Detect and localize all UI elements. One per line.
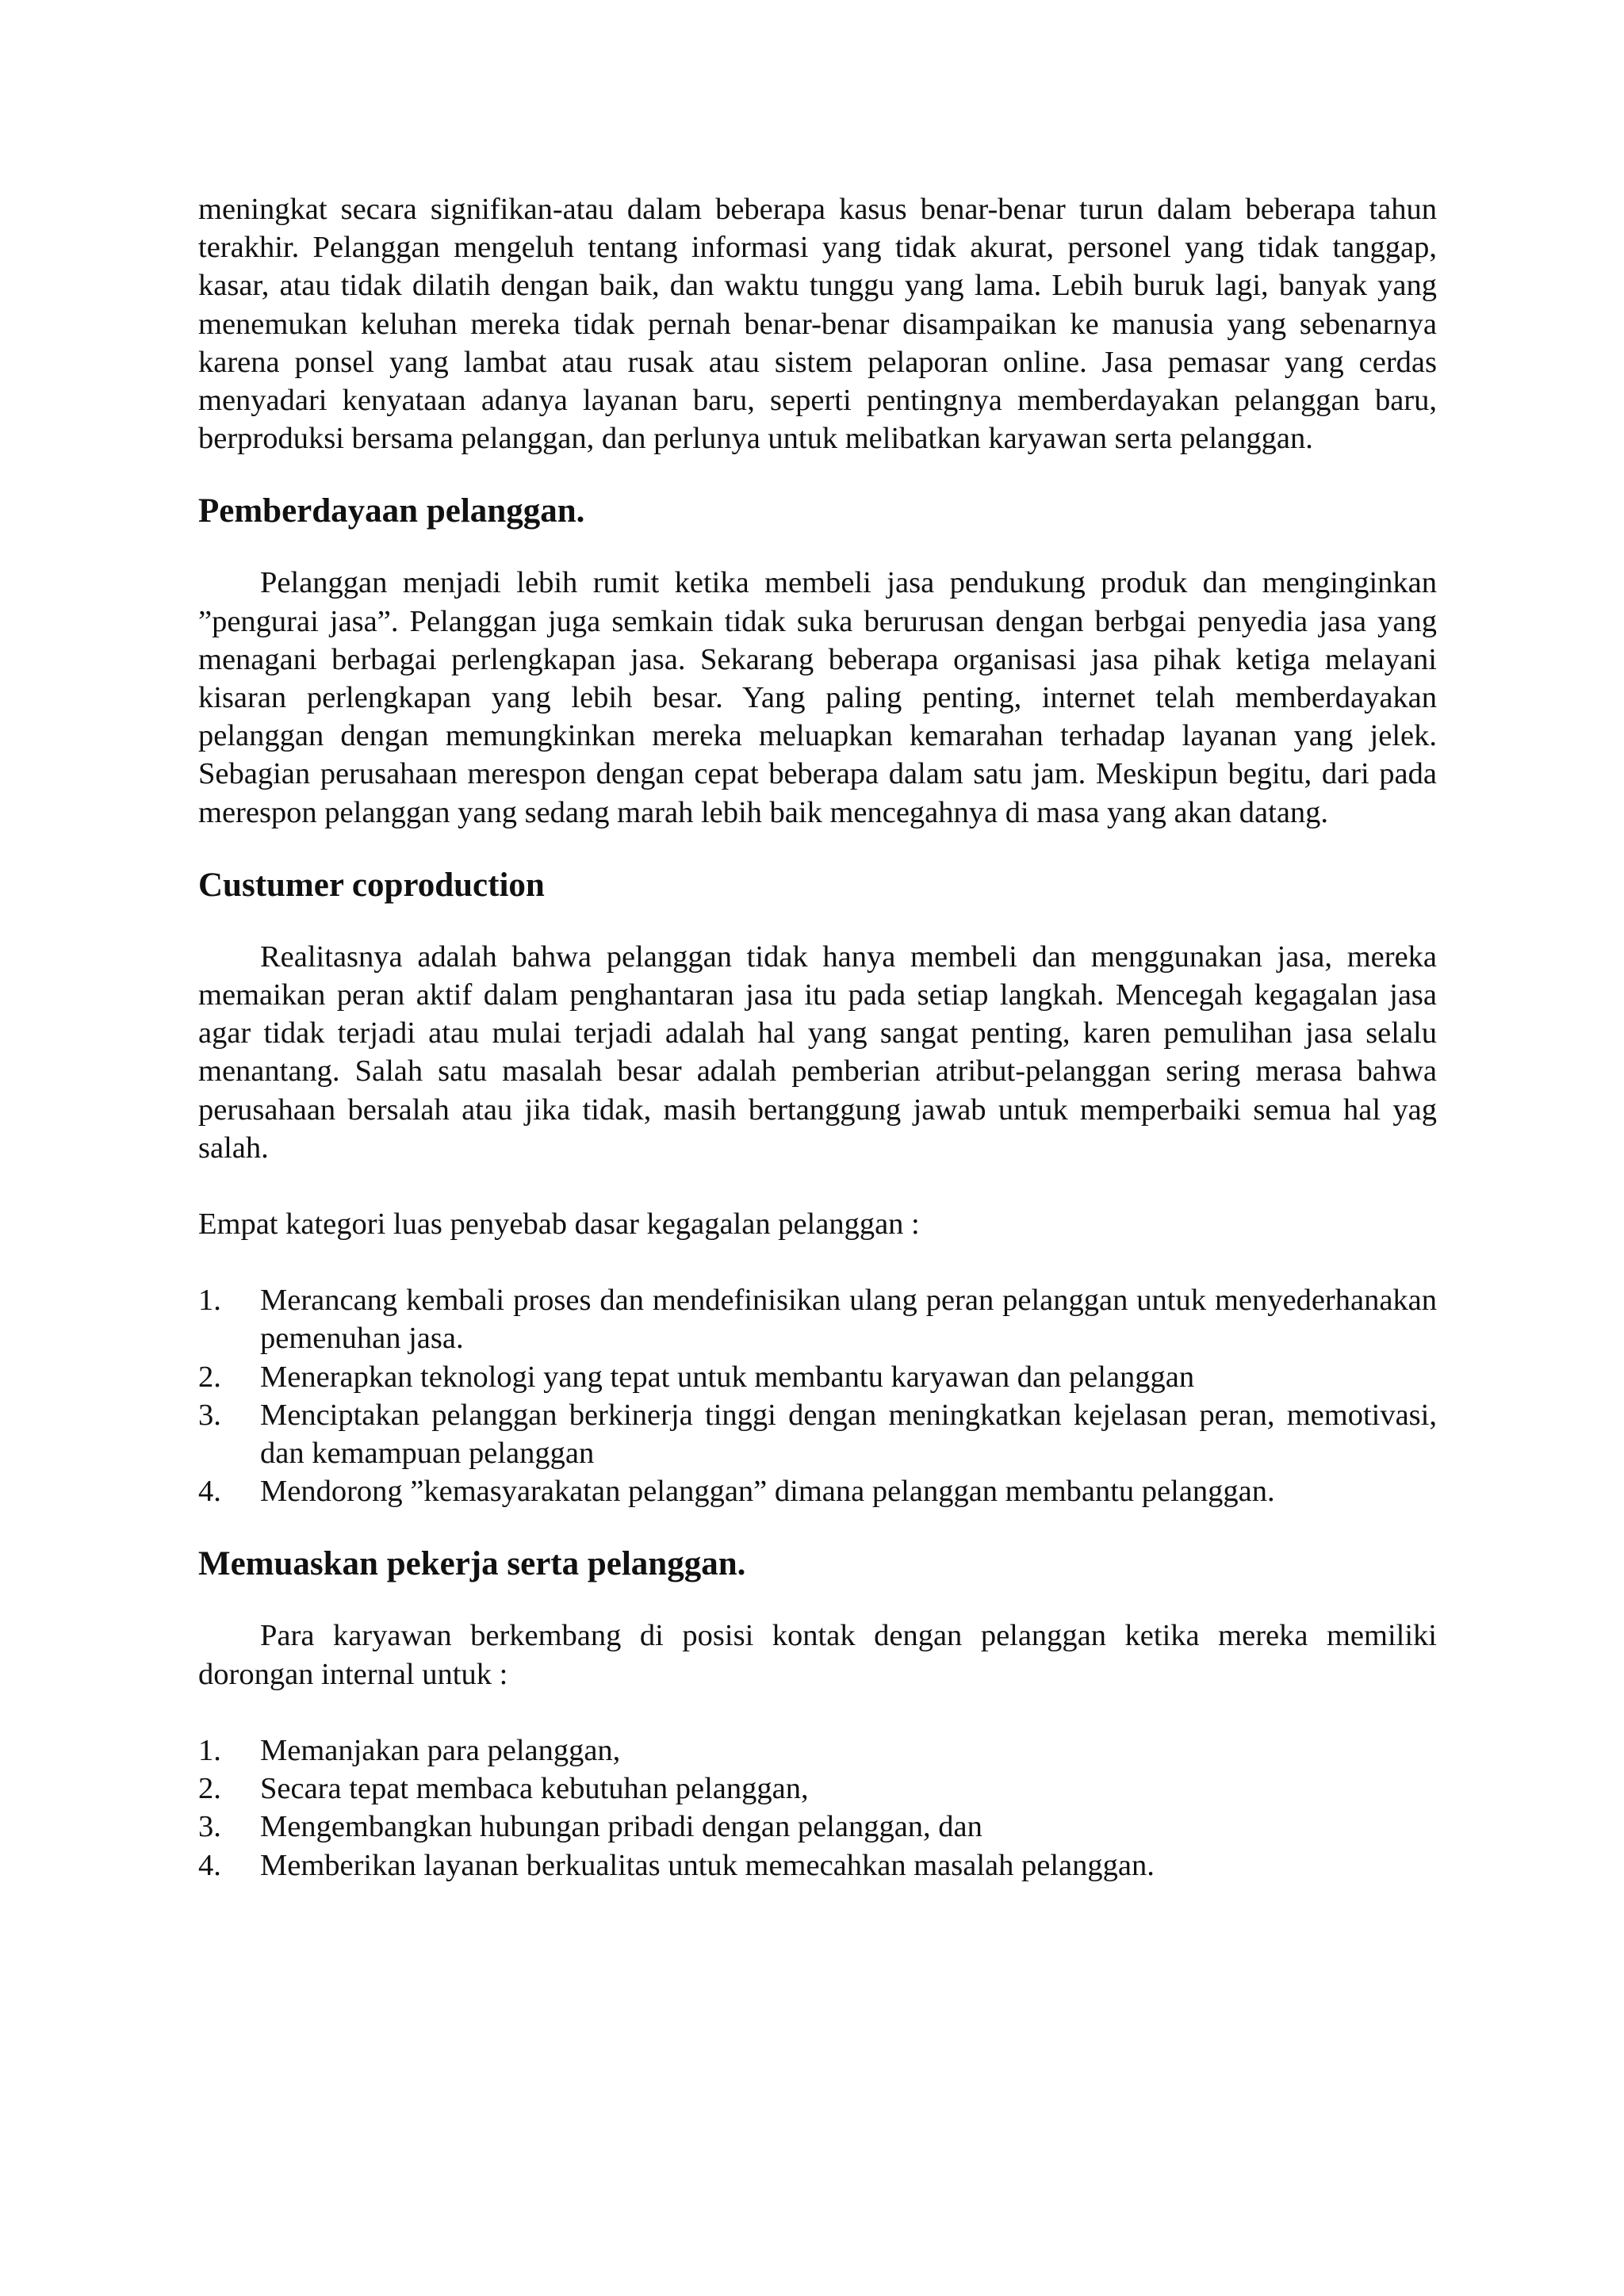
section-heading-coproduction: Custumer coproduction: [198, 866, 545, 904]
list-item: [198, 1358, 1437, 1396]
section-paragraph-pemberdayaan: Pelanggan menjadi lebih rumit ketika membeli jasa pendukung produk dan menginginkan ”pengurai jasa”. Pelanggan juga semkain tidak suka berurusan dengan berbgai penyedia jasa yang menagani berbagai perlengkapan jasa. Sekarang beberapa organisasi jasa pihak ketiga melayani kisaran perlengkapan yang lebih besar. Yang paling penting, internet telah memberdayakan pelanggan dengan memungkinkan mereka meluapkan kemarahan terhadap layanan yang jelek. Sebagian perusahaan merespon dengan cepat beberapa dalam satu jam. Meskipun begitu, dari pada merespon pelanggan yang sedang marah lebih baik mencegahnya di masa yang akan datang.: [198, 566, 1437, 829]
list-item: [198, 1472, 1437, 1510]
list-item: [198, 1281, 1437, 1357]
list-item-number: 4.: [198, 1475, 221, 1509]
section-heading-memuaskan: Memuaskan pekerja serta pelanggan.: [198, 1545, 746, 1583]
list-item-text: Memanjakan para pelanggan,: [260, 1733, 621, 1767]
list-item-text: Memberikan layanan berkualitas untuk memecahkan masalah pelanggan.: [260, 1848, 1155, 1882]
list-item-number: 1.: [198, 1284, 221, 1318]
list-item-number: 2.: [198, 1772, 221, 1806]
list-item-number: 2.: [198, 1360, 221, 1394]
section-heading-pemberdayaan: Pemberdayaan pelanggan.: [198, 492, 585, 530]
list-intro-text: Empat kategori luas penyebab dasar kegagalan pelanggan :: [198, 1207, 920, 1242]
section-paragraph-memuaskan: Para karyawan berkembang di posisi kontak dengan pelanggan ketika mereka memiliki dorongan internal untuk :: [198, 1619, 1437, 1691]
document-page: [198, 190, 1437, 1885]
list-item-text: Mendorong ”kemasyarakatan pelanggan” dimana pelanggan membantu pelanggan.: [260, 1475, 1275, 1509]
list-item: [198, 1846, 1437, 1885]
list-item: [198, 1732, 1437, 1770]
list-item-number: 1.: [198, 1733, 221, 1767]
list-item: [198, 1770, 1437, 1808]
list-item-text: Mengembangkan hubungan pribadi dengan pelanggan, dan: [260, 1810, 982, 1844]
list-item-number: 3.: [198, 1398, 221, 1432]
list-item-number: 4.: [198, 1848, 221, 1882]
employee-drives-list: [198, 1732, 1437, 1885]
failure-categories-list: [198, 1281, 1437, 1510]
list-item-text: Secara tepat membaca kebutuhan pelanggan,: [260, 1772, 809, 1806]
list-item: [198, 1396, 1437, 1472]
section-paragraph-coproduction: Realitasnya adalah bahwa pelanggan tidak hanya membeli dan menggunakan jasa, mereka memaikan peran aktif dalam penghantaran jasa itu pada setiap langkah. Mencegah kegagalan jasa agar tidak terjadi atau mulai terjadi adalah hal yang sangat penting, karen pemulihan jasa selalu menantang. Salah satu masalah besar adalah pemberian atribut-pelanggan sering merasa bahwa perusahaan bersalah atau jika tidak, masih bertanggung jawab untuk memperbaiki semua hal yag salah.: [198, 939, 1437, 1165]
list-item-text: Menerapkan teknologi yang tepat untuk membantu karyawan dan pelanggan: [260, 1360, 1195, 1394]
intro-paragraph: meningkat secara signifikan-atau dalam beberapa kasus benar-benar turun dalam beberapa tahun terakhir. Pelanggan mengeluh tentang informasi yang tidak akurat, personel yang tidak tanggap, kasar, atau tidak dilatih dengan baik, dan waktu tunggu yang lama. Lebih buruk lagi, banyak yang menemukan keluhan mereka tidak pernah benar-benar disampaikan ke manusia yang sebenarnya karena ponsel yang lambat atau rusak atau sistem pelaporan online. Jasa pemasar yang cerdas menyadari kenyataan adanya layanan baru, seperti pentingnya memberdayakan pelanggan baru, berproduksi bersama pelanggan, dan perlunya untuk melibatkan karyawan serta pelanggan.: [198, 193, 1437, 456]
list-item: [198, 1808, 1437, 1846]
list-item-number: 3.: [198, 1810, 221, 1844]
list-item-text: Merancang kembali proses dan mendefinisikan ulang peran pelanggan untuk menyederhanakan pemenuhan jasa.: [260, 1284, 1437, 1356]
list-item-text: Menciptakan pelanggan berkinerja tinggi dengan meningkatkan kejelasan peran, memotivasi, dan kemampuan pelanggan: [260, 1398, 1437, 1471]
